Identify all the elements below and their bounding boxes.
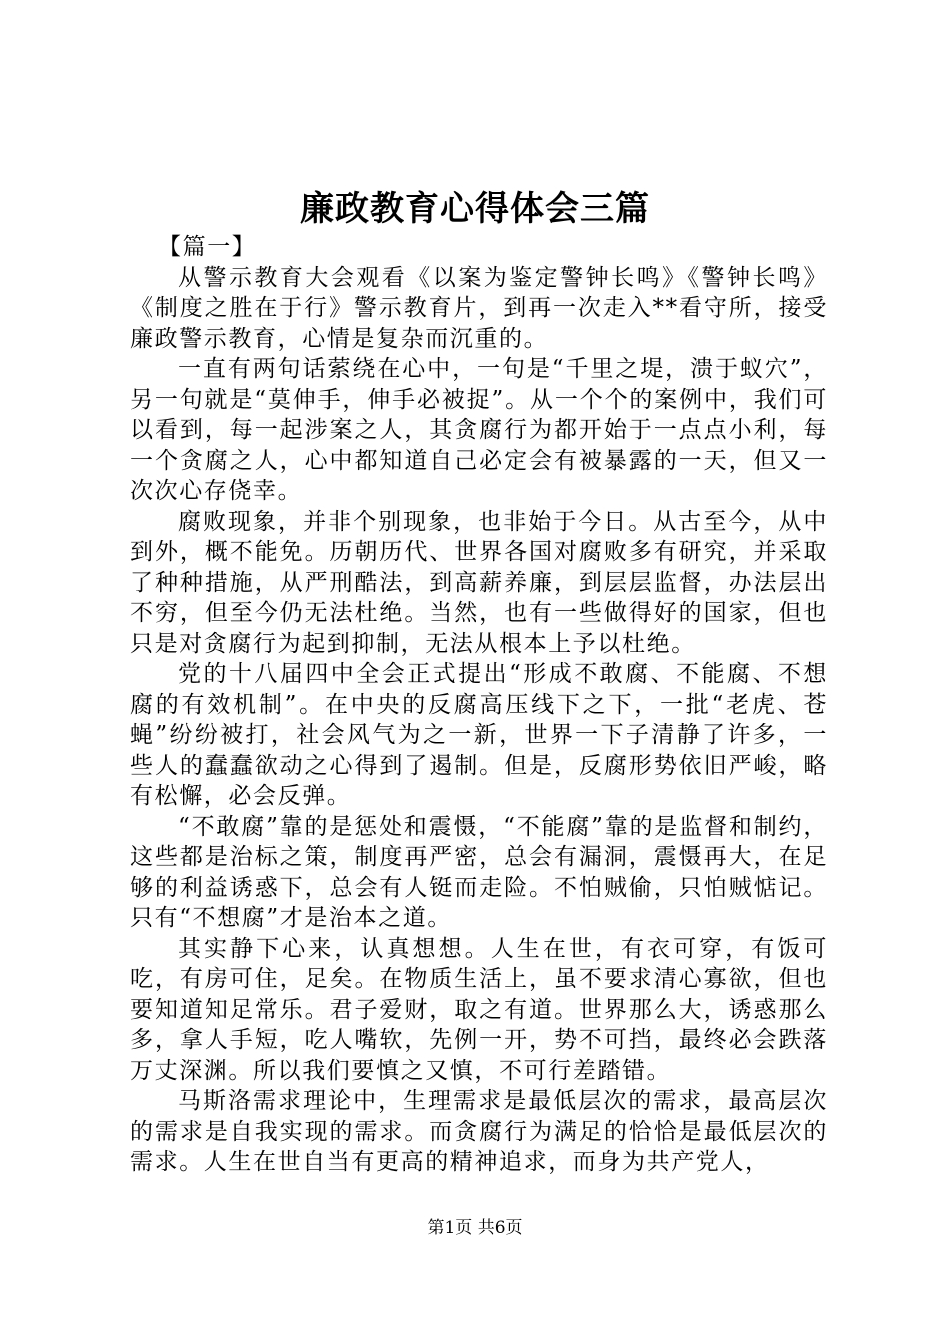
paragraph-1: 从警示教育大会观看《以案为鉴定警钟长鸣》《警钟长鸣》《制度之胜在于行》警示教育片，到再一次走入**看守所，接受廉政警示教育，心情是复杂而沉重的。: [130, 264, 828, 352]
paragraph-6: 其实静下心来，认真想想。人生在世，有衣可穿，有饭可吃，有房可住，足矣。在物质生活上，虽不要求清心寡欲，但也要知道知足常乐。君子爱财，取之有道。世界那么大，诱惑那么多，拿人手短，吃人嘴软，先例一开，势不可挡，最终必会跌落万丈深渊。所以我们要慎之又慎，不可行差踏错。: [130, 935, 828, 1084]
page-footer: 第1页 共6页: [427, 1218, 523, 1238]
document-body: [130, 232, 828, 1178]
paragraph-3: 腐败现象，并非个别现象，也非始于今日。从古至今，从中到外，概不能免。历朝历代、世界各国对腐败多有研究，并采取了种种措施，从严刑酷法，到高薪养廉，到层层监督，办法层出不穷，但至今仍无法杜绝。当然，也有一些做得好的国家，但也只是对贪腐行为起到抑制，无法从根本上予以杜绝。: [130, 508, 828, 657]
paragraph-2: 一直有两句话萦绕在心中，一句是“千里之堤，溃于蚁穴”，另一句就是“莫伸手，伸手必被捉”。从一个个的案例中，我们可以看到，每一起涉案之人，其贪腐行为都开始于一点点小利，每一个贪腐之人，心中都知道自己必定会有被暴露的一天，但又一次次心存侥幸。: [130, 356, 828, 504]
section-heading: 【篇一】: [158, 234, 257, 260]
paragraph-4: 党的十八届四中全会正式提出“形成不敢腐、不能腐、不想腐的有效机制”。在中央的反腐高压线下之下，一批“老虎、苍蝇”纷纷被打，社会风气为之一新，世界一下子清静了许多，一些人的蠢蠢欲动之心得到了遏制。但是，反腐形势依旧严峻，略有松懈，必会反弹。: [130, 661, 828, 809]
paragraph-7: 马斯洛需求理论中，生理需求是最低层次的需求，最高层次的需求是自我实现的需求。而贪腐行为满足的恰恰是最低层次的需求。人生在世自当有更高的精神追求，而身为共产党人，: [130, 1088, 828, 1175]
document-title: 廉政教育心得体会三篇: [300, 189, 650, 229]
paragraph-5: “不敢腐”靠的是惩处和震慑，“不能腐”靠的是监督和制约，这些都是治标之策，制度再严密，总会有漏洞，震慑再大，在足够的利益诱惑下，总会有人铤而走险。不怕贼偷，只怕贼惦记。只有“不想腐”才是治本之道。: [130, 813, 828, 931]
